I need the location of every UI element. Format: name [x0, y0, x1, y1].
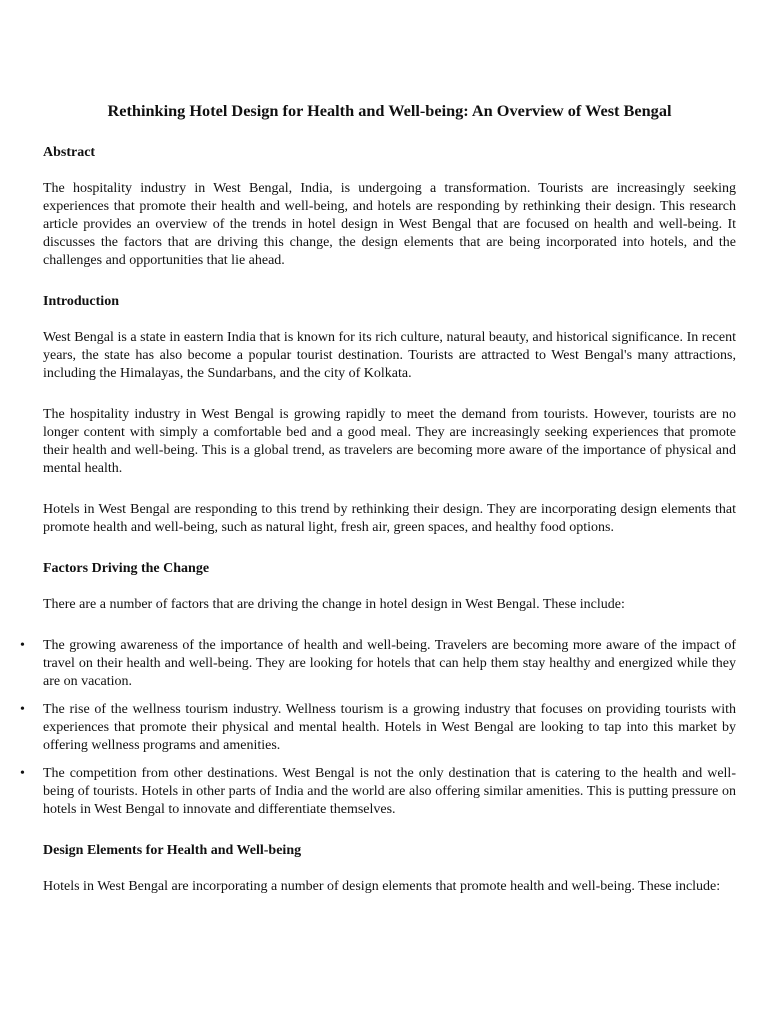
- list-item-text: The rise of the wellness tourism industry. Wellness tourism is a growing industry that focuses on providing tourists with experiences that promote their physical and mental health. Hotels in West Bengal are looking to tap into this market by offering wellness programs and amenities.: [43, 702, 736, 753]
- introduction-heading: Introduction: [43, 294, 119, 309]
- introduction-paragraph: Hotels in West Bengal are responding to this trend by rethinking their design. They are incorporating design elements that promote health and well-being, such as natural light, fresh air, green spaces, and healthy food options.: [43, 502, 736, 535]
- list-item: [20, 701, 736, 755]
- bullet-icon: •: [20, 766, 25, 781]
- introduction-paragraph: West Bengal is a state in eastern India that is known for its rich culture, natural beauty, and historical significance. In recent years, the state has also become a popular tourist destination. Tourists are attracted to West Bengal's many attractions, including the Himalayas, the Sundarbans, and the city of Kolkata.: [43, 330, 736, 381]
- factors-list: [20, 637, 736, 819]
- design-elements-intro: Hotels in West Bengal are incorporating a number of design elements that promote health and well-being. These include:: [43, 879, 721, 894]
- list-item-text: The competition from other destinations. West Bengal is not the only destination that is catering to the health and well-being of tourists. Hotels in other parts of India and the world are also offering similar amenities. This is putting pressure on hotels in West Bengal to innovate and differentiate themselves.: [43, 766, 736, 817]
- list-item: [20, 765, 736, 819]
- bullet-icon: •: [20, 638, 25, 653]
- abstract-heading: Abstract: [43, 145, 96, 160]
- document-title: Rethinking Hotel Design for Health and Well-being: An Overview of West Bengal: [107, 101, 672, 120]
- design-elements-heading: Design Elements for Health and Well-being: [43, 843, 302, 858]
- list-item: [20, 637, 736, 691]
- document-page: [20, 100, 736, 919]
- abstract-paragraph: The hospitality industry in West Bengal, India, is undergoing a transformation. Tourists are increasingly seeking experiences that promote their health and well-being, and hotels are responding by rethinking their design. This research article provides an overview of the trends in hotel design in West Bengal that are focused on health and well-being. It discusses the factors that are driving this change, the design elements that are being incorporated into hotels, and the challenges and opportunities that lie ahead.: [43, 181, 736, 268]
- list-item-text: The growing awareness of the importance of health and well-being. Travelers are becoming more aware of the impact of travel on their health and well-being. They are looking for hotels that can help them stay healthy and energized while they are on vacation.: [43, 638, 736, 689]
- factors-heading: Factors Driving the Change: [43, 561, 210, 576]
- bullet-icon: •: [20, 702, 25, 717]
- introduction-paragraph: The hospitality industry in West Bengal is growing rapidly to meet the demand from tourists. However, tourists are no longer content with simply a comfortable bed and a good meal. They are increasingly seeking experiences that promote their health and well-being. This is a global trend, as travelers are becoming more aware of the importance of physical and mental health.: [43, 407, 736, 476]
- factors-intro: There are a number of factors that are driving the change in hotel design in West Bengal. These include:: [43, 597, 625, 612]
